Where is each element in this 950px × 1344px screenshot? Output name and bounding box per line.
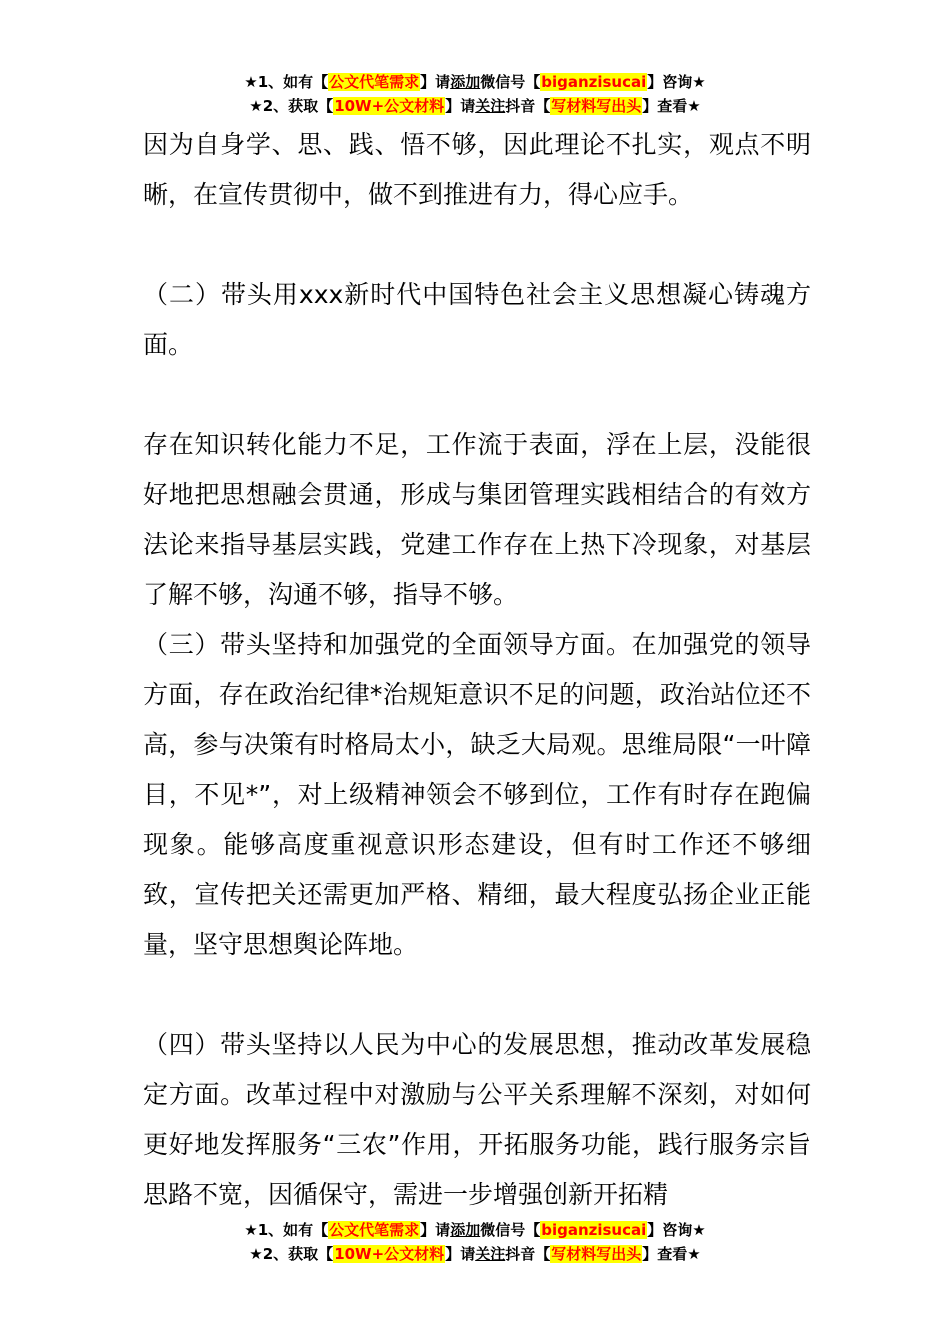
banner-line-2 — [0, 94, 950, 118]
banner-text: 】咨询★ — [647, 1221, 706, 1239]
highlight-douyin: 写材料写出头 — [551, 97, 642, 115]
paragraph: 存在知识转化能力不足，工作流于表面，浮在上层，没能很好地把思想融会贯通，形成与集团管理实践相结合的有效方法论来指导基层实践，党建工作存在上热下冷现象，对基层了解不够，沟通不够，指导不够。 — [143, 430, 811, 609]
highlight-wechat-id: biganzisucai — [541, 73, 647, 91]
underlined-text: 关注 — [475, 97, 506, 115]
highlight-materials: 10W+公文材料 — [334, 1245, 445, 1263]
underlined-text: 添加 — [450, 73, 481, 91]
paragraph-spacer — [143, 220, 811, 270]
banner-text: ★1、如有【 — [244, 73, 329, 91]
banner-text: 】请 — [420, 73, 451, 91]
section-heading: （二）带头用xxx新时代中国特色社会主义思想凝心铸魂方面。 — [143, 280, 811, 359]
banner-text: 】请 — [445, 1245, 476, 1263]
paragraph: 因为自身学、思、践、悟不够，因此理论不扎实，观点不明晰，在宣传贯彻中，做不到推进有力，得心应手。 — [143, 130, 811, 209]
banner-text: ★2、获取【 — [249, 1245, 334, 1263]
banner-text: ★2、获取【 — [249, 97, 334, 115]
underlined-text: 关注 — [475, 1245, 506, 1263]
footer-banner — [0, 1218, 950, 1266]
banner-text: 微信号【 — [480, 73, 541, 91]
underlined-text: 添加 — [450, 1221, 481, 1239]
paragraph: （四）带头坚持以人民为中心的发展思想，推动改革发展稳定方面。改革过程中对激励与公平关系理解不深刻，对如何更好地发挥服务“三农”作用，开拓服务功能，践行服务宗旨思路不宽，因循保守，需进一步增强创新开拓精 — [143, 1030, 811, 1209]
banner-text: 】查看★ — [642, 97, 701, 115]
banner-text: 抖音【 — [505, 97, 551, 115]
document-body — [143, 120, 811, 1220]
banner-line-2 — [0, 1242, 950, 1266]
banner-text: 】请 — [445, 97, 476, 115]
highlight-materials: 10W+公文材料 — [334, 97, 445, 115]
paragraph-spacer — [143, 370, 811, 420]
highlight-wechat-id: biganzisucai — [541, 1221, 647, 1239]
banner-text: 微信号【 — [480, 1221, 541, 1239]
highlight-service: 公文代笔需求 — [329, 73, 420, 91]
banner-text: 抖音【 — [505, 1245, 551, 1263]
paragraph: （三）带头坚持和加强党的全面领导方面。在加强党的领导方面，存在政治纪律*治规矩意识不足的问题，政治站位还不高，参与决策有时格局太小，缺乏大局观。思维局限“一叶障目，不见*”，对上级精神领会不够到位，工作有时存在跑偏现象。能够高度重视意识形态建设，但有时工作还不够细致，宣传把关还需更加严格、精细，最大程度弘扬企业正能量，坚守思想舆论阵地。 — [143, 630, 811, 959]
banner-text: ★1、如有【 — [244, 1221, 329, 1239]
paragraph-spacer — [143, 970, 811, 1020]
banner-line-1 — [0, 1218, 950, 1242]
banner-text: 】咨询★ — [647, 73, 706, 91]
banner-text: 】查看★ — [642, 1245, 701, 1263]
highlight-service: 公文代笔需求 — [329, 1221, 420, 1239]
highlight-douyin: 写材料写出头 — [551, 1245, 642, 1263]
header-banner — [0, 70, 950, 118]
banner-text: 】请 — [420, 1221, 451, 1239]
banner-line-1 — [0, 70, 950, 94]
